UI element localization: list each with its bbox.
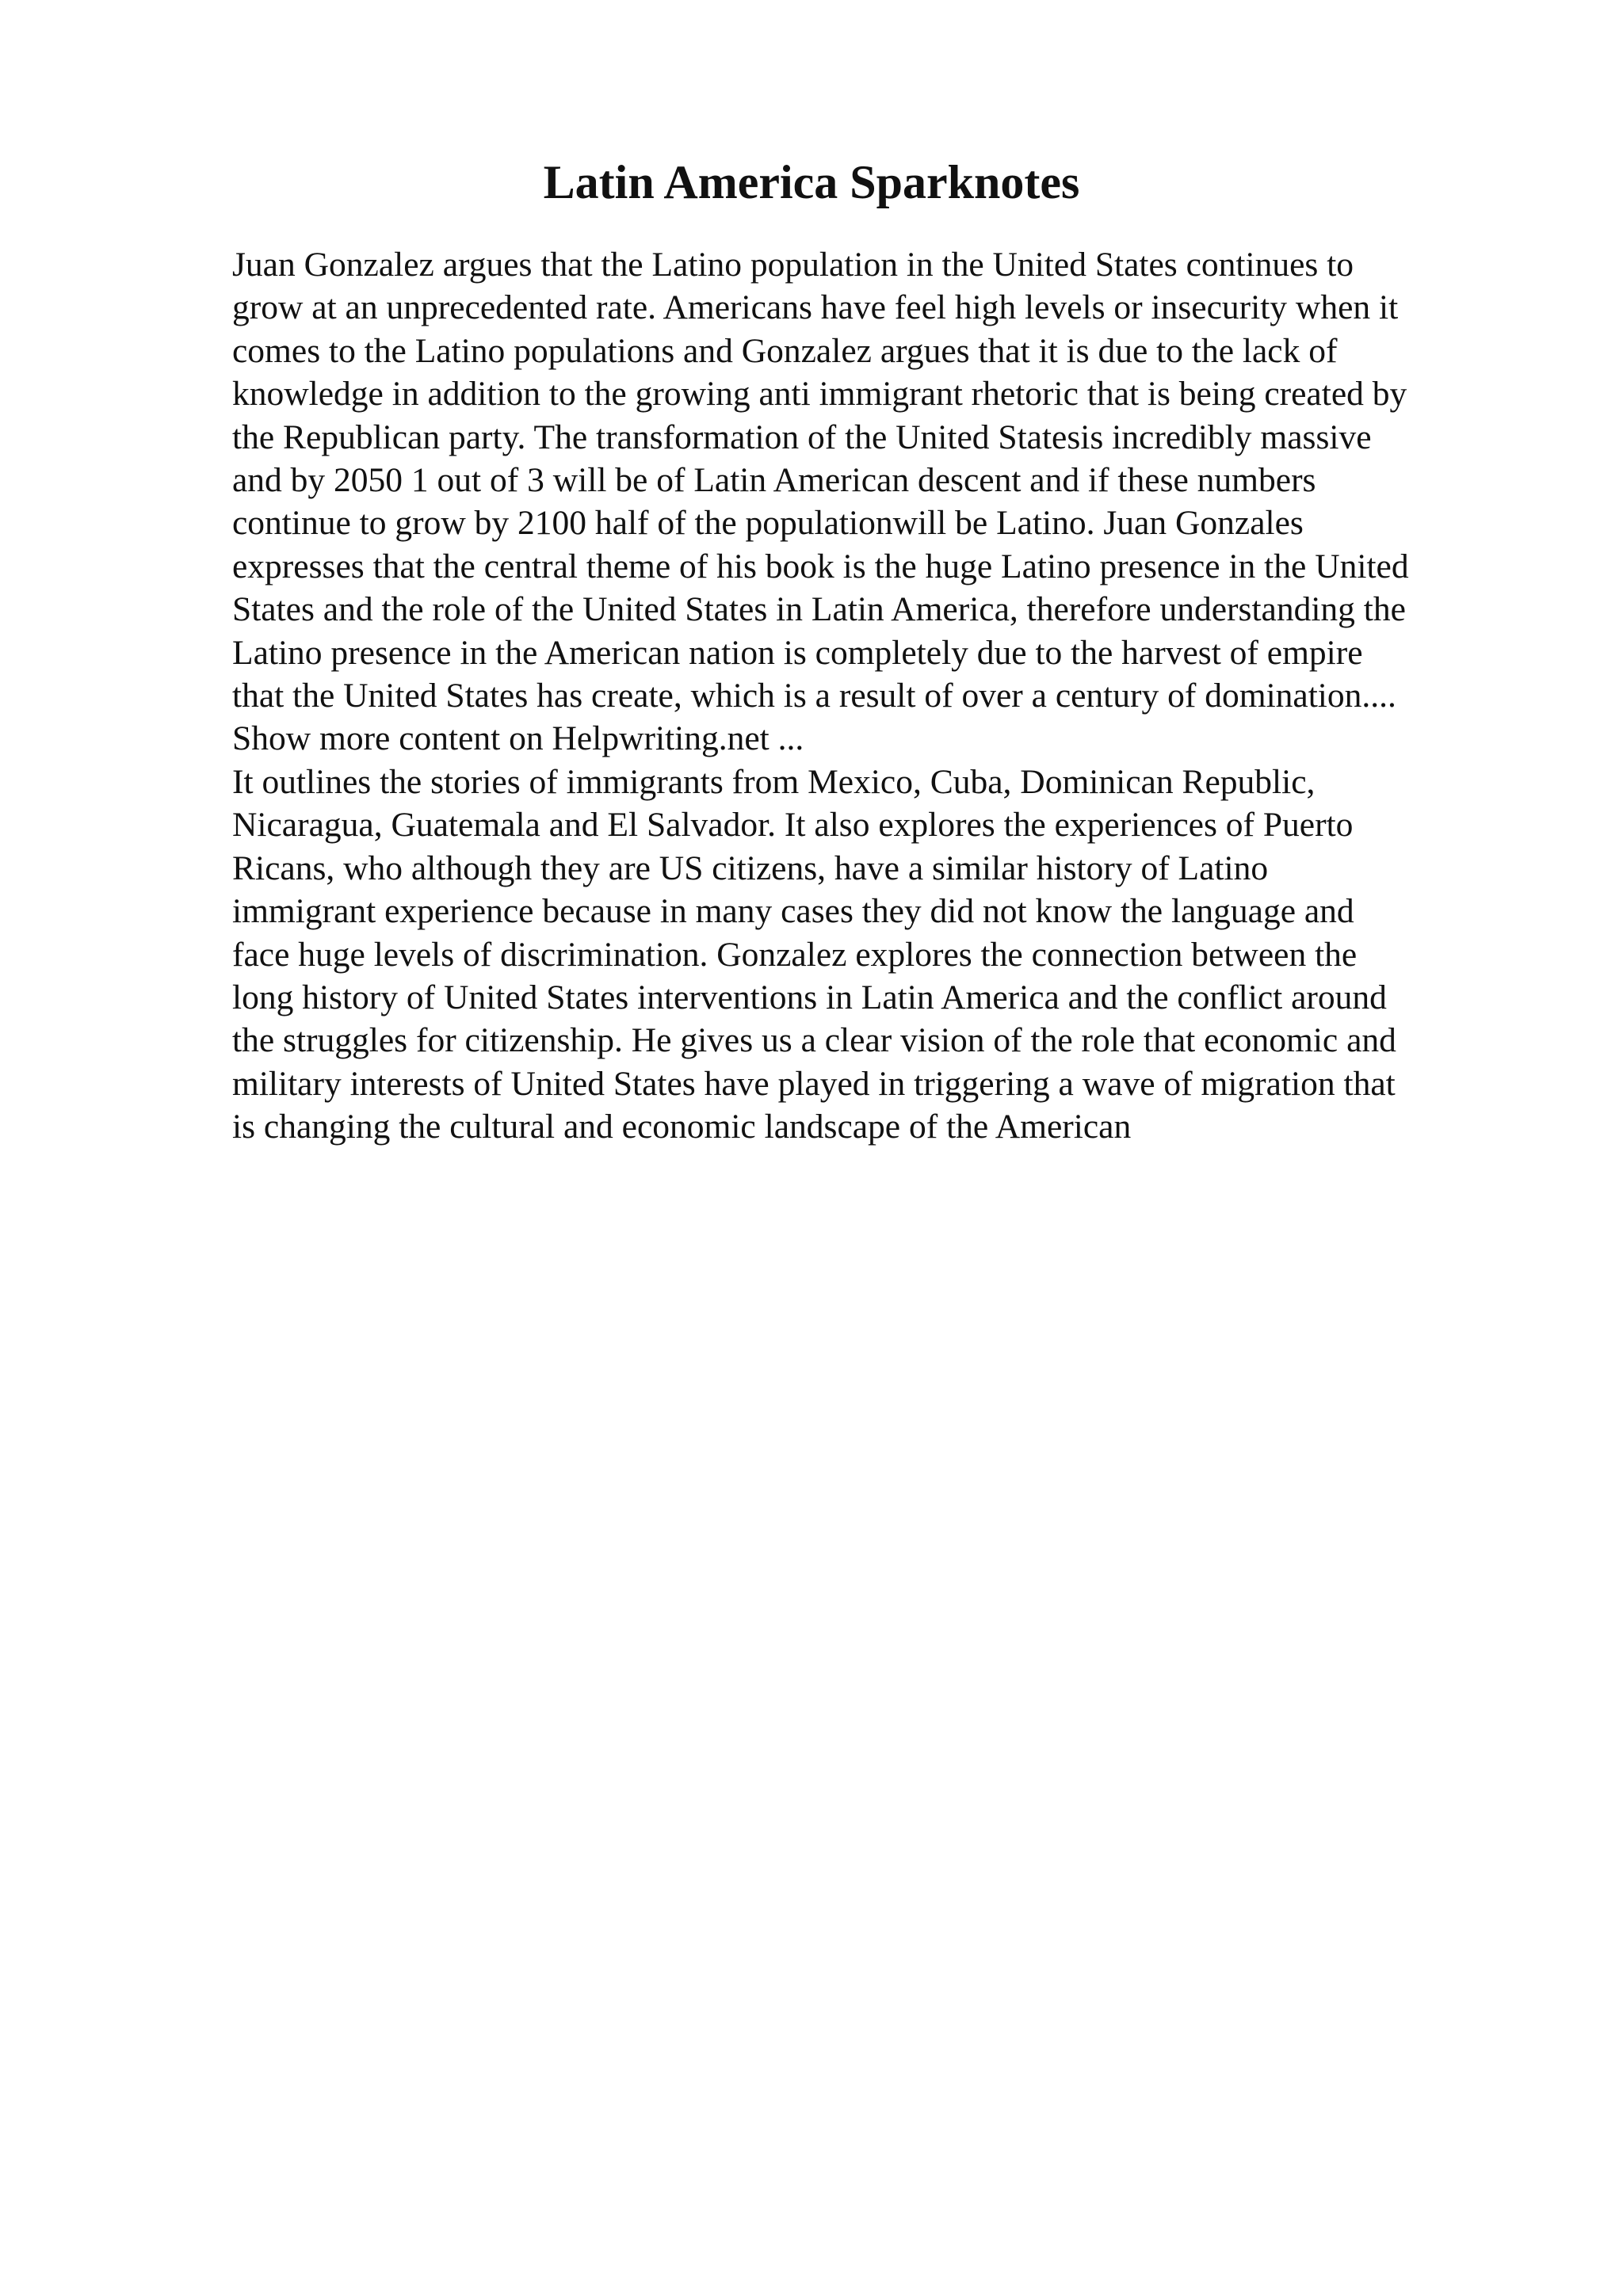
text-line: military interests of United States have played in triggering a wave of migration that — [232, 1064, 1396, 1103]
text-line: the struggles for citizenship. He gives us a clear vision of the role that economic and — [232, 1021, 1396, 1060]
document-body — [232, 243, 1516, 1149]
text-line: knowledge in addition to the growing anti immigrant rhetoric that is being created by — [232, 375, 1407, 414]
paragraph-1 — [232, 243, 1516, 761]
show-more-link-text: Show more content on Helpwriting.net ... — [232, 719, 804, 758]
text-line: States and the role of the United States in Latin America, therefore understanding the — [232, 590, 1406, 629]
text-line: Latino presence in the American nation is completely due to the harvest of empire — [232, 633, 1363, 672]
text-line: is changing the cultural and economic landscape of the American — [232, 1108, 1132, 1146]
paragraph-2 — [232, 761, 1516, 1149]
text-line: grow at an unprecedented rate. Americans have feel high levels or insecurity when it — [232, 288, 1399, 327]
text-line: Juan Gonzalez argues that the Latino population in the United States continues to — [232, 246, 1354, 284]
text-line: and by 2050 1 out of 3 will be of Latin American descent and if these numbers — [232, 461, 1316, 500]
text-line: that the United States has create, which is a result of over a century of domination.... — [232, 677, 1396, 715]
text-line: comes to the Latino populations and Gonzalez argues that it is due to the lack of — [232, 331, 1338, 370]
text-line: expresses that the central theme of his book is the huge Latino presence in the United — [232, 547, 1409, 585]
text-line: Nicaragua, Guatemala and El Salvador. It also explores the experiences of Puerto — [232, 806, 1354, 845]
text-line: continue to grow by 2100 half of the populationwill be Latino. Juan Gonzales — [232, 504, 1304, 543]
text-line: Ricans, who although they are US citizens, have a similar history of Latino — [232, 849, 1269, 887]
text-line: long history of United States interventions in Latin America and the conflict around — [232, 978, 1387, 1016]
document-title: Latin America Sparknotes — [543, 156, 1080, 208]
text-line: It outlines the stories of immigrants from Mexico, Cuba, Dominican Republic, — [232, 762, 1316, 801]
text-line: face huge levels of discrimination. Gonzalez explores the connection between the — [232, 935, 1358, 974]
text-line: the Republican party. The transformation of the United Statesis incredibly massive — [232, 418, 1372, 456]
text-line: immigrant experience because in many cases they did not know the language and — [232, 892, 1354, 931]
